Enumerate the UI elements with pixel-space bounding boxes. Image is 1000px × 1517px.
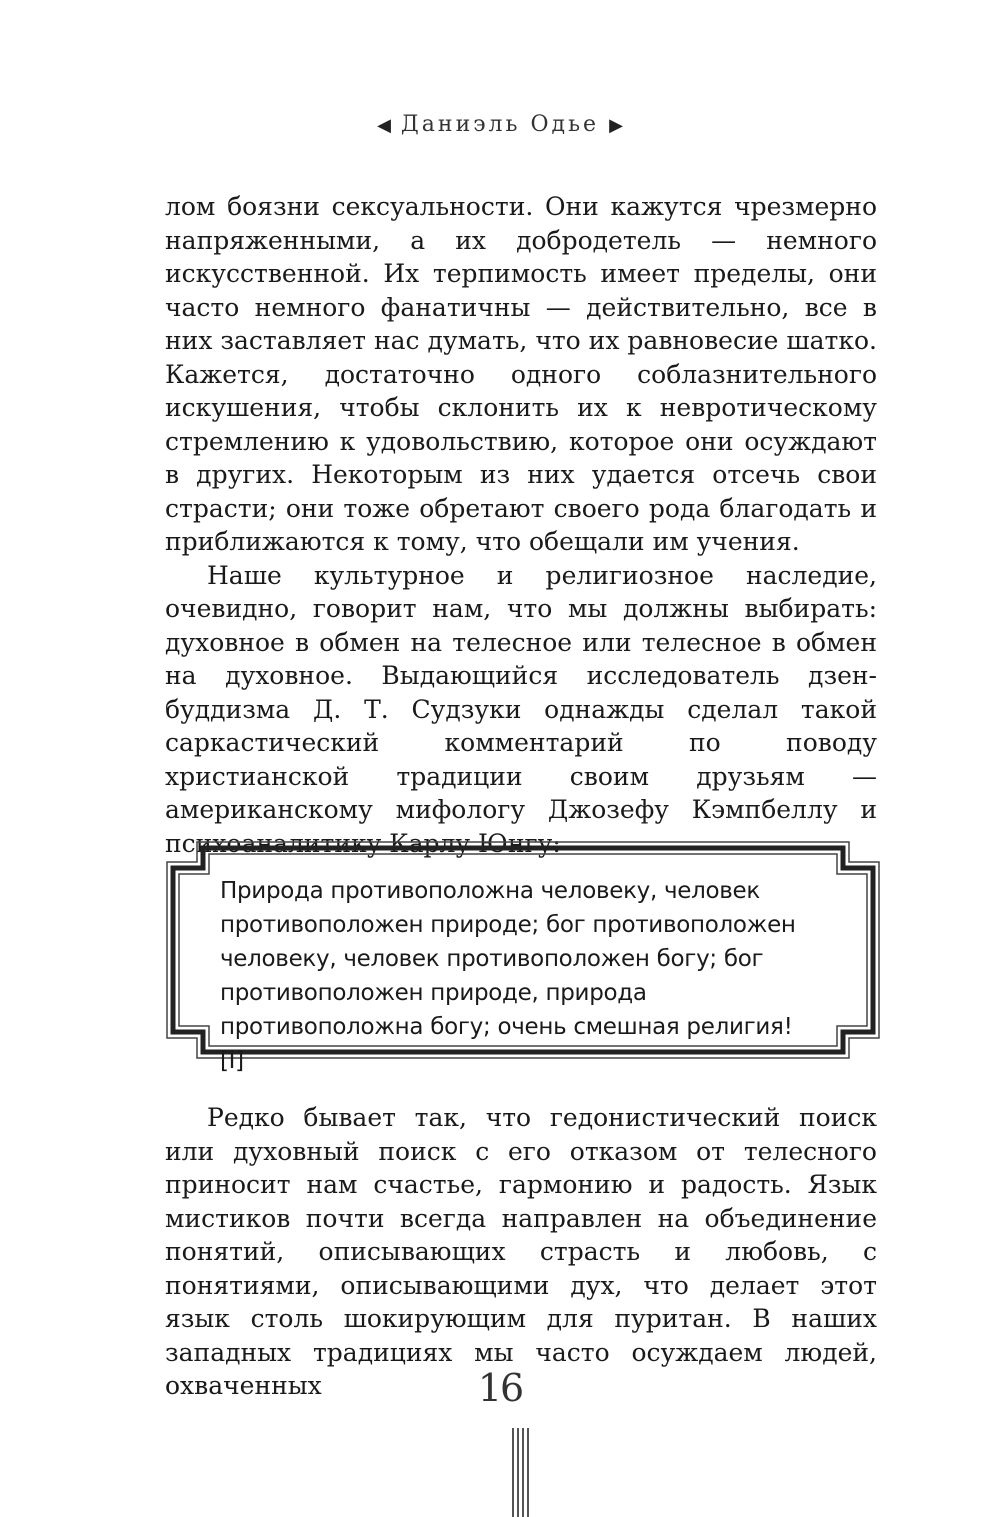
page-ornament-bars (512, 1428, 530, 1517)
paragraph: Редко бывает так, что гедонистический поиск или духовный поиск с его отказом от телесного приносит нам счастье, гармонию и радость. Язык мистиков почти всегда направлен на объединение понятий, описывающих страсть и любовь, с понятиями, описывающими дух, что делает этот язык столь шокирующим для пуритан. В наших западных традициях мы часто осуждаем людей, охваченных (165, 1103, 877, 1400)
ornament-bar (512, 1428, 514, 1517)
right-triangle-icon: ▶ (609, 115, 623, 136)
paragraph: Наше культурное и религиозное наследие, очевидно, говорит нам, что мы должны выбирать: духовное в обмен на телесное или телесное в обмен на духовное. Выдающийся исследователь дзен-буддизма Д. Т. Судзуки однажды сделал такой саркастический комментарий по поводу христианской традиции своим друзьям — американскому мифологу Джозефу Кэмпбеллу и психоаналитику Карлу Юнгу: (165, 560, 877, 858)
paragraph: лом боязни сексуальности. Они кажутся чрезмерно напряженными, а их добродетель — немного искусственной. Их терпимость имеет пределы, они часто немного фанатичны — действительно, все в них заставляет нас думать, что их равновесие шатко. Кажется, достаточно одного соблазнительного искушения, чтобы склонить их к невротическому стремлению к удовольствию, которое они осуждают в других. Некоторым из них удается отсечь свои страсти; они тоже обретают своего рода благодать и приближаются к тому, что обещали им учения. (165, 192, 877, 556)
quote-text: Природа противоположна человеку, человек противоположен природе; бог противоположен человеку, человек противоположен богу; бог противоположен природе, природа противоположна богу; очень смешная религия! [I] (220, 878, 796, 1074)
ornament-bar (527, 1428, 529, 1517)
ornament-bar (517, 1428, 519, 1517)
ornament-bar (522, 1428, 524, 1517)
page-number: 16 (477, 1366, 523, 1410)
running-head (0, 112, 1000, 137)
left-triangle-icon: ◀ (377, 115, 391, 136)
body-text-bottom (165, 1101, 877, 1403)
running-head-title: Даниэль Одье (400, 112, 600, 137)
body-text-top (165, 190, 877, 860)
